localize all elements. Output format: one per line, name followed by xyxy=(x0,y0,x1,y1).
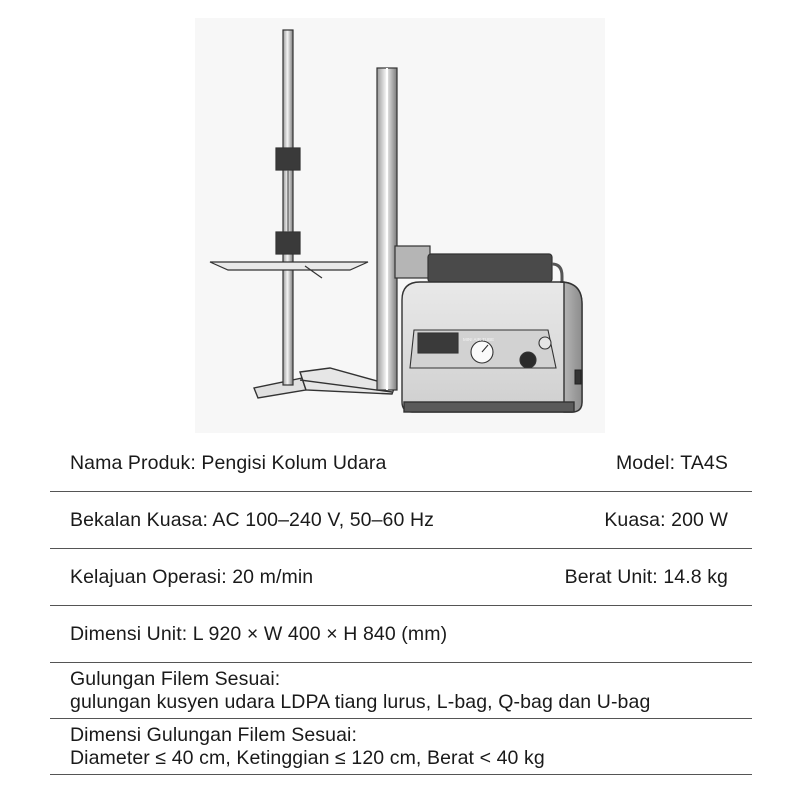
power-text: Kuasa: 200 W xyxy=(604,508,728,531)
right-pole xyxy=(377,68,397,390)
film-dim-value: Diameter ≤ 40 cm, Ketinggian ≤ 120 cm, Berat < 40 kg xyxy=(70,746,545,769)
film-roll-label: Gulungan Filem Sesuai: xyxy=(70,667,281,690)
spec-row-power xyxy=(50,492,752,549)
product-name-text: Nama Produk: Pengisi Kolum Udara xyxy=(70,451,387,474)
unit-weight-text: Berat Unit: 14.8 kg xyxy=(564,565,728,588)
control-panel xyxy=(410,330,556,368)
unit-dimensions-text: Dimensi Unit: L 920 × W 400 × H 840 (mm) xyxy=(70,622,448,645)
spec-row-product xyxy=(50,435,752,492)
product-illustration xyxy=(195,18,605,433)
film-roll-value: gulungan kusyen udara LDPA tiang lurus, L-bag, Q-bag dan U-bag xyxy=(70,690,651,713)
operating-speed-text: Kelajuan Operasi: 20 m/min xyxy=(70,565,314,588)
spec-row-film-dimensions xyxy=(50,719,752,775)
spec-row-film-roll xyxy=(50,663,752,719)
spec-row-dimensions xyxy=(50,606,752,663)
spec-row-speed xyxy=(50,549,752,606)
model-text: Model: TA4S xyxy=(615,451,728,474)
power-supply-text: Bekalan Kuasa: AC 100–240 V, 50–60 Hz xyxy=(70,508,435,531)
knob-icon xyxy=(520,352,536,368)
power-switch-icon xyxy=(575,370,581,384)
panel-brand-text: MINI AIR TUBE xyxy=(463,337,495,342)
film-dim-label: Dimensi Gulungan Filem Sesuai: xyxy=(70,723,357,746)
spec-table xyxy=(50,435,752,775)
